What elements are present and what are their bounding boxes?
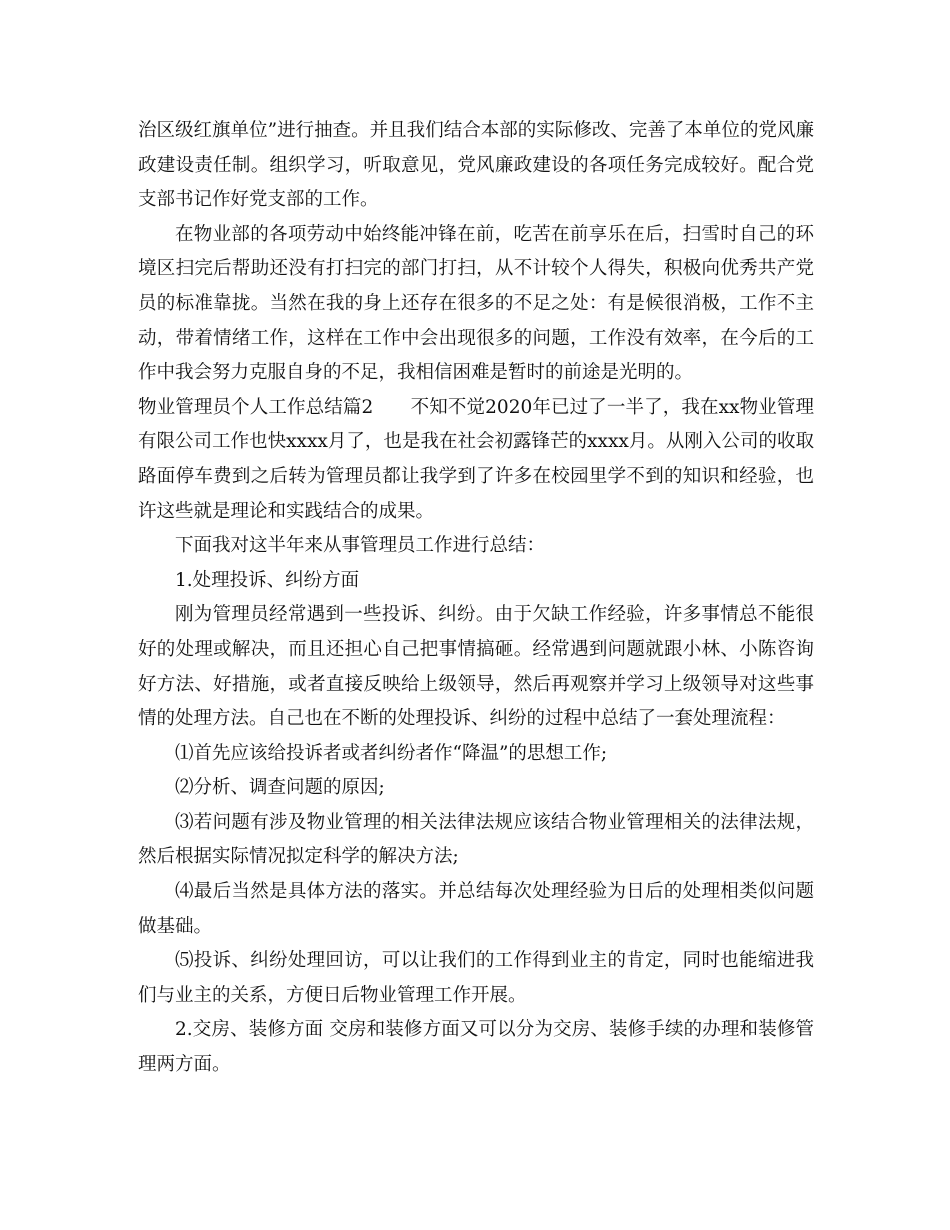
paragraph-6: 刚为管理员经常遇到一些投诉、纠纷。由于欠缺工作经验，许多事情总不能很好的处理或解决，而且还担心自己把事情搞砸。经常遇到问题就跟小林、小陈咨询好方法、好措施，或者直接反映给上级领导，然后再观察并学习上级领导对这些事情的处理方法。自己也在不断的处理投诉、纠纷的过程中总结了一套处理流程：	[138, 604, 814, 730]
paragraph-4: 下面我对这半年来从事管理员工作进行总结：	[175, 535, 546, 557]
paragraph-2: 在物业部的各项劳动中始终能冲锋在前，吃苦在前享乐在后，扫雪时自己的环境区扫完后帮助还没有打扫完的部门打扫，从不计较个人得失，积极向优秀共产党员的标准靠拢。当然在我的身上还存在很多的不足之处：有是候很消极，工作不主动，带着情绪工作，这样在工作中会出现很多的问题，工作没有效率，在今后的工作中我会努力克服自身的不足，我相信困难是暂时的前途是光明的。	[138, 223, 814, 384]
list-item-2: ⑵分析、调查问题的原因;	[175, 777, 385, 799]
paragraph-3: 物业管理员个人工作总结篇2 不知不觉2020年已过了一半了，我在xx物业管理有限公司工作也快xxxx月了，也是我在社会初露锋芒的xxxx月。从刚入公司的收取路面停车费到之后转为管理员都让我学到了许多在校园里学不到的知识和经验，也许这些就是理论和实践结合的成果。	[138, 396, 814, 522]
list-item-3: ⑶若问题有涉及物业管理的相关法律法规应该结合物业管理相关的法律法规，然后根据实际情况拟定科学的解决方法;	[138, 811, 814, 868]
document-body	[138, 114, 814, 1083]
list-item-4: ⑷最后当然是具体方法的落实。并总结每次处理经验为日后的处理相类似问题做基础。	[138, 881, 814, 937]
section-heading-1: 1.处理投诉、纠纷方面	[175, 569, 360, 591]
list-item-5: ⑸投诉、纠纷处理回访，可以让我们的工作得到业主的肯定，同时也能缩进我们与业主的关系，方便日后物业管理工作开展。	[138, 950, 814, 1006]
paragraph-1: 治区级红旗单位”进行抽查。并且我们结合本部的实际修改、完善了本单位的党风廉政建设责任制。组织学习，听取意见，党风廉政建设的各项任务完成较好。配合党支部书记作好党支部的工作。	[138, 120, 814, 211]
list-item-1: ⑴首先应该给投诉者或者纠纷者作“降温”的思想工作;	[175, 742, 608, 764]
section-heading-2: 2.交房、装修方面 交房和装修方面又可以分为交房、装修手续的办理和装修管理两方面。	[138, 1019, 814, 1076]
